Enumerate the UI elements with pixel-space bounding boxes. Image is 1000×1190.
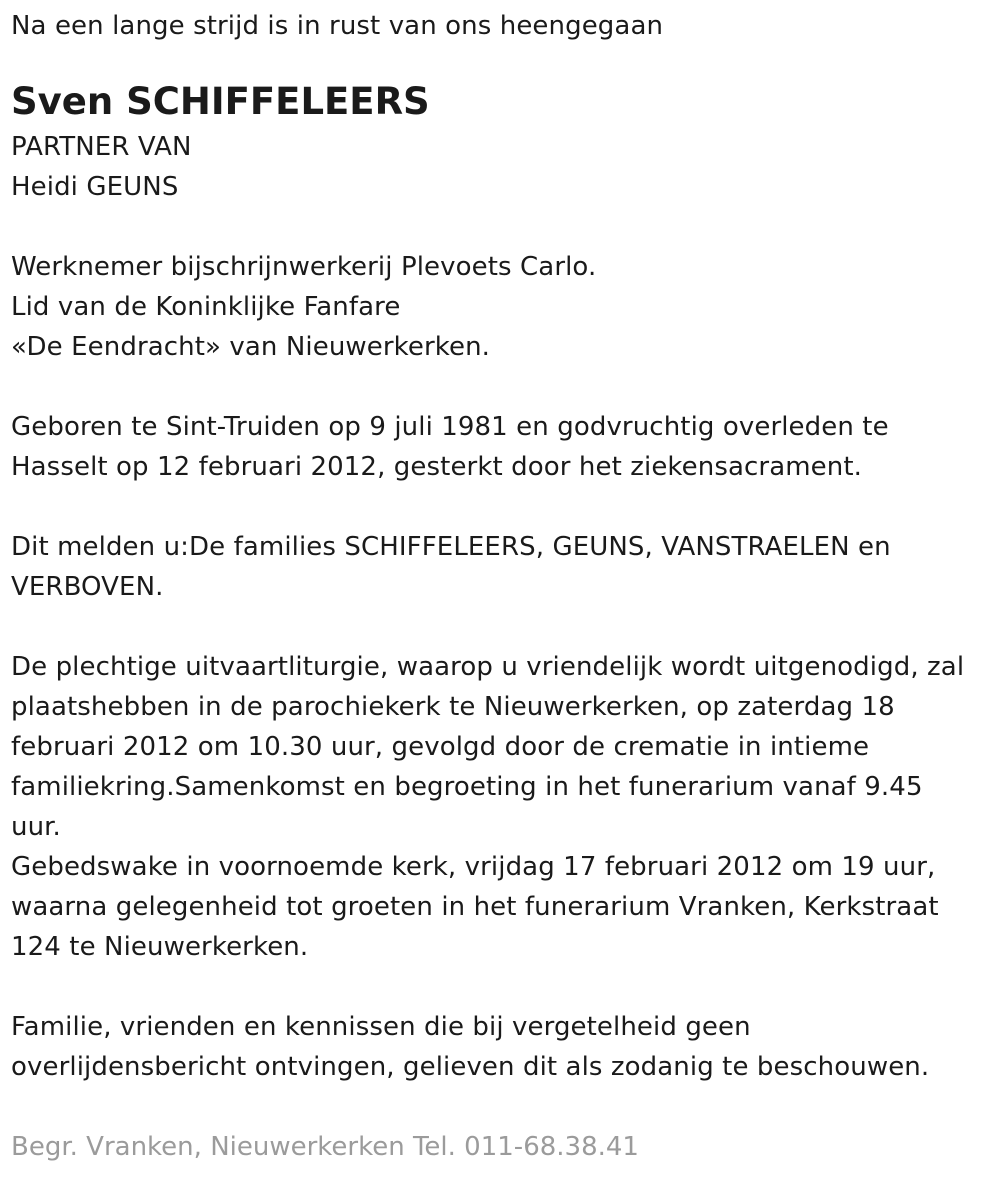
spacer (11, 967, 1000, 1007)
notice-line: overlijdensbericht ontvingen, gelieven dit als zodanig te beschouwen. (11, 1052, 930, 1082)
ceremony-line: uur. (11, 812, 61, 842)
birth-death-paragraph (11, 407, 1000, 487)
occupation-paragraph (11, 247, 1000, 367)
occupation-line: Werknemer bijschrijnwerkerij Plevoets Carlo. (11, 252, 597, 282)
announcers-line: VERBOVEN. (11, 572, 164, 602)
deceased-name: Sven SCHIFFELEERS (11, 80, 430, 123)
notice-line: Familie, vrienden en kennissen die bij vergetelheid geen (11, 1012, 751, 1042)
ceremony-line: februari 2012 om 10.30 uur, gevolgd door de crematie in intieme (11, 732, 870, 762)
spacer (11, 207, 1000, 247)
ceremony-line: 124 te Nieuwerkerken. (11, 932, 309, 962)
partner-name: Heidi GEUNS (11, 172, 179, 202)
announcers-line: Dit melden u:De families SCHIFFELEERS, GEUNS, VANSTRAELEN en (11, 532, 891, 562)
ceremony-line: De plechtige uitvaartliturgie, waarop u vriendelijk wordt uitgenodigd, zal (11, 652, 965, 682)
spacer (11, 1087, 1000, 1127)
ceremony-paragraph (11, 647, 1000, 967)
ceremony-line: plaatshebben in de parochiekerk te Nieuwerkerken, op zaterdag 18 (11, 692, 895, 722)
ceremony-line: waarna gelegenheid tot groeten in het funerarium Vranken, Kerkstraat (11, 892, 939, 922)
spacer (11, 487, 1000, 527)
birth-death-line: Hasselt op 12 februari 2012, gesterkt door het ziekensacrament. (11, 452, 862, 482)
birth-death-line: Geboren te Sint-Truiden op 9 juli 1981 en godvruchtig overleden te (11, 412, 889, 442)
partner-label: PARTNER VAN (11, 132, 192, 162)
intro-text: Na een lange strijd is in rust van ons heengegaan (11, 11, 664, 41)
spacer (11, 367, 1000, 407)
funeral-director-footer: Begr. Vranken, Nieuwerkerken Tel. 011-68.38.41 (11, 1132, 639, 1162)
ceremony-line: Gebedswake in voornoemde kerk, vrijdag 17 februari 2012 om 19 uur, (11, 852, 936, 882)
notice-paragraph (11, 1007, 1000, 1087)
spacer (11, 607, 1000, 647)
ceremony-line: familiekring.Samenkomst en begroeting in het funerarium vanaf 9.45 (11, 772, 923, 802)
announcers-paragraph (11, 527, 1000, 607)
occupation-line: «De Eendracht» van Nieuwerkerken. (11, 332, 491, 362)
occupation-line: Lid van de Koninklijke Fanfare (11, 292, 401, 322)
